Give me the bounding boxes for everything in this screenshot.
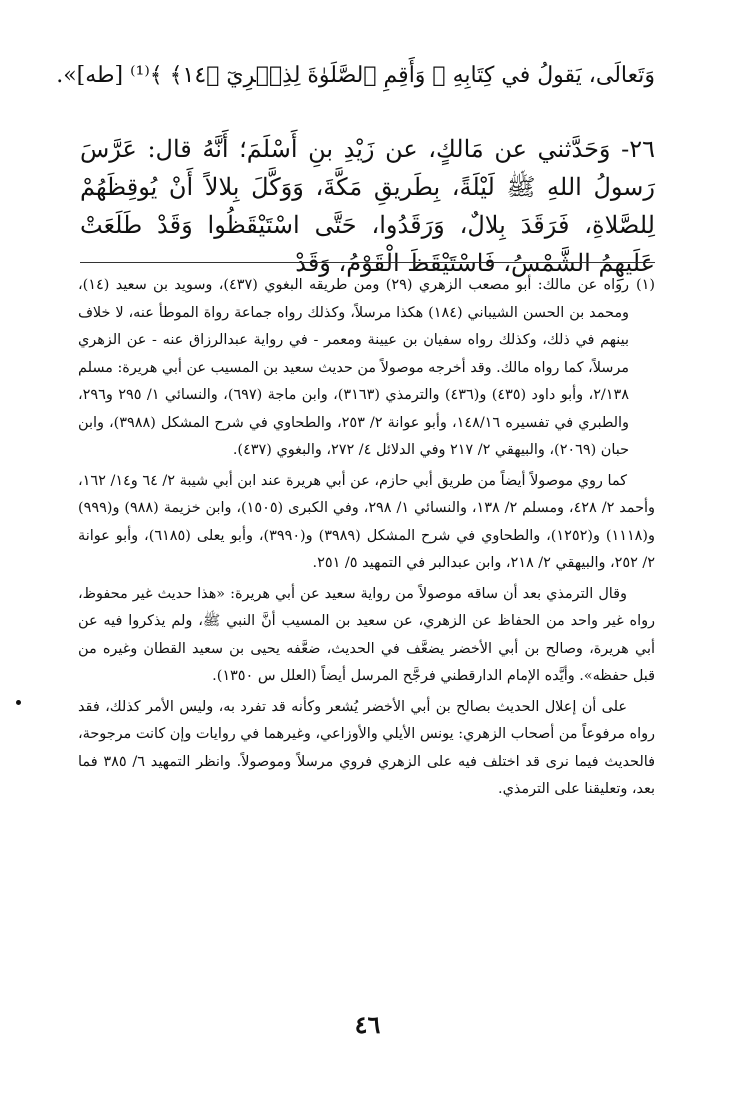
footnote-separator xyxy=(80,262,655,263)
footnote-paragraph xyxy=(78,272,655,465)
page-number: ٤٦ xyxy=(354,1010,381,1039)
footnote-text: رواه عن مالك: أبو مصعب الزهري (٢٩) ومن طريقه البغوي (٤٣٧)، وسويد بن سعيد (١٤)، ومحمد بن الحسن الشيباني (١٨٤) هكذا مرسلاً، وكذلك رواه جماعة رواة الموطأ عنه، لا خلاف بينهم في ذلك، وكذلك رواه سفيان بن عيينة ومعمر - في رواية عبدالرزاق عنه - عن الزهري مرسلاً، كما رواه مالك. وقد أخرجه موصولاً من حديث سعيد بن المسيب عن أبي هريرة: مسلم ٢/١٣٨، وأبو داود (٤٣٥) و(٤٣٦) والترمذي (٣١٦٣)، وابن ماجة (٦٩٧)، والنسائي ١/ ٢٩٥ و٢٩٦، والطبري في تفسيره ١٤٨/١٦، وأبو عوانة ٢/ ٢٥٣، والطحاوي في شرح المشكل (٣٩٨٨)، وابن حبان (٢٠٦٩)، والبيهقي ٢/ ٢١٧ وفي الدلائل ٤/ ٢٧٢، والبغوي (٤٣٧). xyxy=(78,277,629,458)
footnote-paragraph: وقال الترمذي بعد أن ساقه موصولاً من رواية سعيد عن أبي هريرة: «هذا حديث غير محفوظ، رواه غير واحد من الحفاظ عن الزهري، عن سعيد بن المسيب أنَّ النبي ﷺ، ولم يذكروا فيه عن أبي هريرة، وصالح بن أبي الأخضر يضعَّف في الحديث، ضعَّفه يحيى بن سعيد القطان وغيره من قبل حفظه». وأيَّده الإمام الدارقطني فرجَّح المرسل أيضاً (العلل س ١٣٥٠). xyxy=(78,585,655,684)
footnotes-block xyxy=(78,272,655,804)
margin-mark xyxy=(16,700,21,705)
footnote-number: (١) xyxy=(636,277,655,293)
hadith-26-text: ٢٦- وَحَدَّثني عن مَالكٍ، عن زَيْدِ بنِ أَسْلَمَ؛ أَنَّهُ قال: عَرَّسَ رَسولُ اللهِ ﷺ لَيْلَةً، بِطَريقِ مَكَّةَ، وَوَكَّلَ بِلالاً أَنْ يُوقِظَهُمْ لِلصَّلاةِ، فَرَقَدَ بِلالٌ، وَرَقَدُوا، حَتَّى اسْتَيْقَظُوا وَقَدْ طَلَعَتْ عَلَيهِمُ الشَّمْسُ، فَاسْتَيْقَظَ الْقَوْمُ، وَقَدْ xyxy=(80,135,655,277)
footnote-paragraph: على أن إعلال الحديث بصالح بن أبي الأخضر يُشعر وكأنه قد تفرد به، وليس الأمر كذلك، فقد رواه مرفوعاً من أصحاب الزهري: يونس الأيلي والأوزاعي، وغيرهما في روايات وإن كانت مرجوحة، فالحديث فيما نرى قد اختلف فيه على الزهري فروي مرسلاً وموصولاً. وانظر التمهيد ٦/ ٣٨٥ فما بعد، وتعليقنا على الترمذي. xyxy=(78,698,655,797)
hadith-continuation-line: وَتَعالَى، يَقولُ في كِتَابِهِ ﴿ وَأَقِمِ ٱلصَّلَوٰةَ لِذِكۡرِيٓ ﴿١٤﴾ ﴾⁽¹⁾ [طه]». xyxy=(56,63,655,88)
footnote-paragraph: كما روي موصولاً أيضاً من طريق أبي حازم، عن أبي هريرة عند ابن أبي شيبة ٢/ ٦٤ و١٤/ ١٦٢، وأحمد ٢/ ٤٢٨، ومسلم ٢/ ١٣٨، والنسائي ١/ ٢٩٨، وفي الكبرى (١٥٠٥)، وابن خزيمة (٩٨٨) و(٩٩٩) و(١١١٨) و(١٢٥٢)، والطحاوي في شرح المشكل (٣٩٨٩) و(٣٩٩٠)، وأبو يعلى (٦١٨٥)، وأبو عوانة ٢/ ٢٥٢، والبيهقي ٢/ ٢١٨، وابن عبدالبر في التمهيد ٥/ ٢٥١. xyxy=(78,472,655,571)
